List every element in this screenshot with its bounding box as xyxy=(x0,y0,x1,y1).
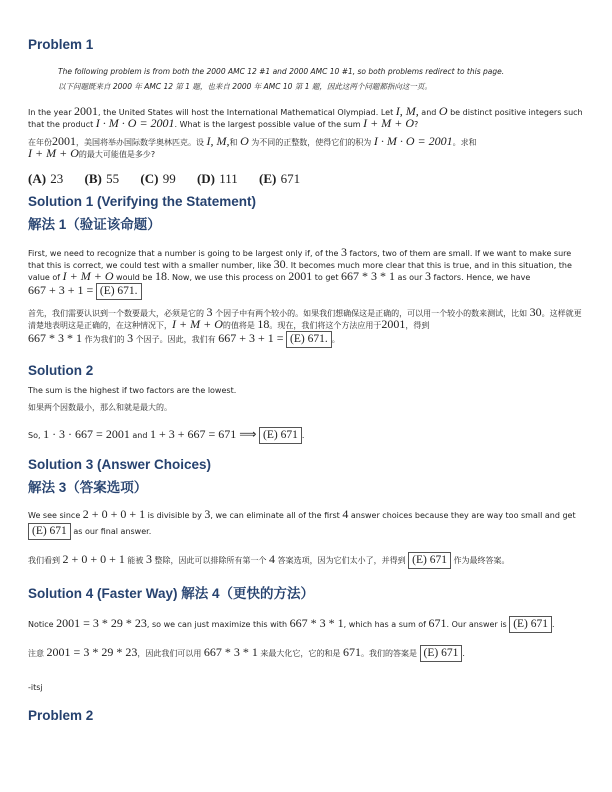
answer-box: (E) 671 xyxy=(509,616,552,633)
answer-box: (E) 671 xyxy=(420,645,463,662)
document xyxy=(28,30,584,724)
answer-choices xyxy=(28,171,584,187)
problem-2-heading: Problem 2 xyxy=(28,708,94,723)
choice-e: (E) 671 xyxy=(259,171,301,186)
problem-statement-zh: 在年份2001，美国将举办国际数学奥林匹克。设 I, M,和 O 为不同的正整数，使得它们的积为 I · M · O = 2001。求和 I + M + O的最大可能值是多少? xyxy=(28,134,477,160)
author-signature: -itsj xyxy=(28,683,43,692)
solution-1-heading-zh: 解法 1（验证该命题） xyxy=(28,217,161,232)
solution-4-text-en: Notice 2001 = 3 * 29 * 23, so we can just maximize this with 667 * 3 * 1, which has a sum of 671. Our answer is (E) 671 . xyxy=(28,616,584,633)
redirect-note-en: The following problem is from both the 2000 AMC 12 #1 and 2000 AMC 10 #1, so both problems redirect to this page. xyxy=(58,67,505,76)
solution-2-text-en: The sum is the highest if two factors are the lowest. xyxy=(28,386,237,395)
solution-1-text-zh: 首先，我们需要认识到一个数要最大，必须是它的 3 个因子中有两个较小的。如果我们想确保这是正确的，可以用一个较小的数来测试，比如 30。这样就更清楚地表明这是正确的，在这种情况下，I + M + O的值将是 18。现在，我们将这个方法应用于2001，得到 667 * 3 * 1 作为我们的 3 个因子。因此，我们有 667 + 3 + 1 = (E) 671. 。 xyxy=(28,307,584,348)
solution-3-text-en: We see since 2 + 0 + 0 + 1 is divisible by 3, we can eliminate all of the first 4 answer choices because they are way too small and get (E) 671 as our final answer. xyxy=(28,508,584,540)
answer-box: (E) 671. xyxy=(96,283,142,300)
solution-3-heading: Solution 3 (Answer Choices) xyxy=(28,457,212,472)
solution-1-text-en: First, we need to recognize that a number is going to be largest only if, of the 3 factors, two of them are small. If we want to make sure that this is correct, we could test with a smaller number, like 30. It becomes much more clear that this is true, and in this situation, the value of I + M + O would be 18. Now, we use this process on 2001 to get 667 * 3 * 1 as our 3 factors. Hence, we have 667 + 3 + 1 = (E) 671. xyxy=(28,247,584,300)
choice-c: (C) 99 xyxy=(140,171,176,186)
problem-1-heading: Problem 1 xyxy=(28,37,94,52)
solution-2-text-zh: 如果两个因数最小，那么和就是最大的。 xyxy=(28,403,172,412)
solution-2-equation: So, 1 · 3 · 667 = 2001 and 1 + 3 + 667 = 671 ⟹ (E) 671 . xyxy=(28,427,584,444)
solution-3-text-zh: 我们看到 2 + 0 + 0 + 1 能被 3 整除，因此可以排除所有第一个 4 答案选项，因为它们太小了，并得到 (E) 671 作为最终答案。 xyxy=(28,552,584,569)
answer-box: (E) 671 xyxy=(408,552,451,569)
answer-box: (E) 671. xyxy=(286,331,332,348)
solution-1-heading: Solution 1 (Verifying the Statement) xyxy=(28,194,257,209)
choice-a: (A) 23 xyxy=(28,171,64,186)
choice-b: (B) 55 xyxy=(84,171,120,186)
solution-4-heading: Solution 4 (Faster Way) 解法 4（更快的方法） xyxy=(28,586,315,601)
solution-3-heading-zh: 解法 3（答案选项） xyxy=(28,480,148,495)
choice-d: (D) 111 xyxy=(196,171,238,186)
answer-box: (E) 671 xyxy=(28,523,71,540)
solution-2-heading: Solution 2 xyxy=(28,363,94,378)
answer-box: (E) 671 xyxy=(259,427,302,444)
redirect-note-zh: 以下问题既来自 2000 年 AMC 12 第 1 题，也来自 2000 年 AMC 10 第 1 题，因此这两个问题都指向这一页。 xyxy=(58,82,432,91)
problem-statement-en: In the year 2001, the United States will host the International Mathematical Olympiad. Let I, M, and O be distinct positive integers such that the product I · M · O = 2001. What is the largest possible value of the sum I + M + O? xyxy=(28,104,583,130)
solution-4-text-zh: 注意 2001 = 3 * 29 * 23，因此我们可以用 667 * 3 * 1 来最大化它，它的和是 671。我们的答案是 (E) 671 . xyxy=(28,645,584,662)
